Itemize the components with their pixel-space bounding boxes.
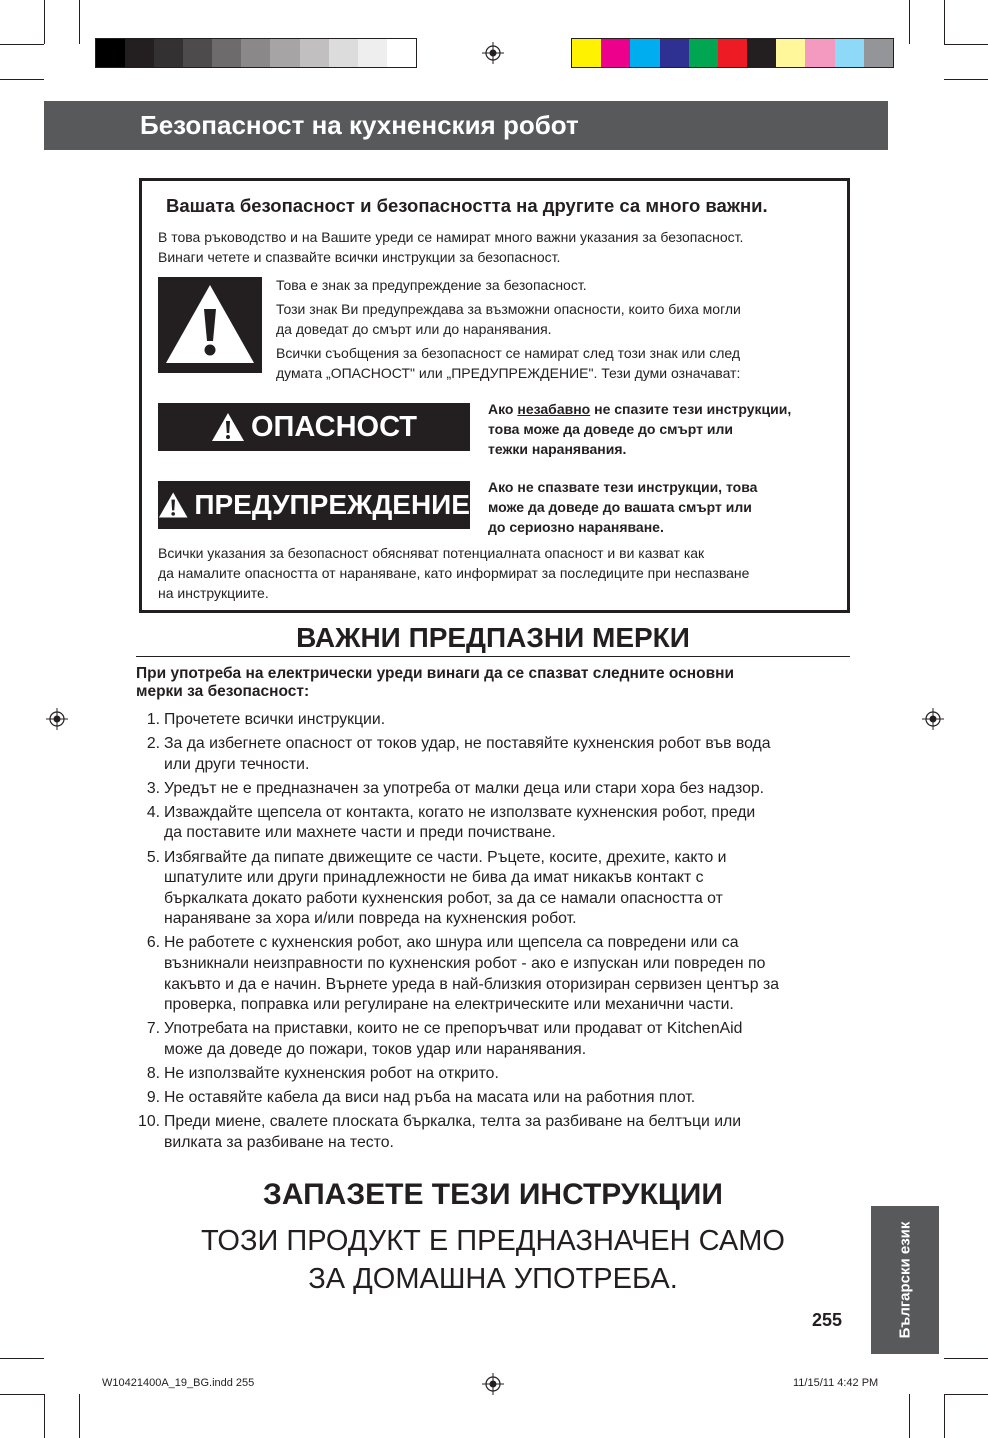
precaution-text-line: Преди миене, свалете плоската бъркалка, телта за разбиване на белтъци или [164, 1113, 742, 1131]
danger-description [488, 399, 848, 459]
crop-mark [944, 1394, 945, 1438]
crop-mark [44, 0, 45, 44]
calibration-swatch [96, 39, 125, 67]
precaution-text-line: Прочетете всички инструкции. [164, 711, 386, 728]
section-header [44, 101, 888, 150]
warning-banner [158, 481, 470, 529]
warning-triangle-icon [158, 490, 188, 520]
section-title: Безопасност на кухненския робот [140, 110, 579, 140]
warning-triangle-icon [158, 277, 262, 373]
precaution-number: 3. [146, 779, 160, 797]
calibration-swatch [601, 39, 630, 67]
precaution-number: 6. [146, 934, 160, 952]
crop-mark [944, 1394, 988, 1395]
safety-explanation [158, 543, 838, 603]
crop-mark [944, 44, 988, 45]
intro-line: Винаги четете и спазвайте всички инструкции за безопасност. [158, 249, 561, 265]
precaution-text-line: да поставите или махнете части и преди почистване. [164, 824, 556, 842]
precaution-text-line: проверка, поправка или регулиране на електрическите или механични части. [164, 996, 734, 1014]
calibration-swatch [300, 39, 329, 67]
precaution-number: 2. [146, 735, 160, 753]
precaution-number: 4. [146, 803, 160, 821]
print-slug-file: W10421400A_19_BG.indd 255 [102, 1377, 255, 1389]
precautions-intro [136, 665, 846, 701]
calibration-swatch [630, 39, 659, 67]
print-slug-date: 11/15/11 4:42 PM [793, 1377, 879, 1389]
precaution-item [136, 710, 852, 731]
precaution-text-line: или други течности. [164, 755, 310, 773]
precaution-number: 5. [146, 848, 160, 866]
symbol-line: Всички съобщения за безопасност се намират след този знак или след [276, 345, 741, 361]
crop-mark [0, 1394, 44, 1395]
household-use-line: ЗА ДОМАШНА УПОТРЕБА. [308, 1263, 678, 1295]
precautions-list [136, 710, 852, 1157]
precaution-text-line: Не оставяйте кабела да виси над ръба на масата или на работния плот. [164, 1089, 696, 1107]
calibration-swatch [718, 39, 747, 67]
precaution-number: 1. [146, 711, 160, 728]
precaution-text-line: Не работете с кухненския робот, ако шнура или щепсела са повредени или са [164, 934, 739, 952]
precaution-number: 10. [138, 1113, 160, 1131]
danger-desc-underlined: незабавно [517, 401, 591, 417]
precaution-text-line: Употребата на приставки, които не се препоръчват или продават от KitchenAid [164, 1020, 743, 1038]
precaution-text-line: бъркалката докато работи кухненския робот, за да се намали опасността от [164, 889, 723, 907]
crop-mark [944, 1358, 988, 1359]
precaution-number: 9. [146, 1089, 160, 1107]
warning-desc-line: Ако не спазвате тези инструкции, това [488, 479, 758, 495]
calibration-swatch [776, 39, 805, 67]
registration-mark-icon [922, 708, 944, 730]
language-tab [871, 1206, 939, 1354]
grayscale-calibration-bar [95, 38, 417, 68]
divider [136, 656, 850, 657]
precaution-text-line: Не използвайте кухненския робот на открито. [164, 1065, 499, 1082]
calibration-swatch [358, 39, 387, 67]
precaution-item [136, 1112, 852, 1153]
explain-line: Всички указания за безопасност обясняват потенциалната опасност и ви казват как [158, 545, 705, 561]
registration-mark-icon [46, 708, 68, 730]
precaution-text-line: възникнали неизправности по кухненския робот - ако е изпускан или повреден по [164, 955, 766, 973]
calibration-swatch [660, 39, 689, 67]
crop-mark [0, 79, 44, 80]
color-calibration-bar [571, 38, 894, 68]
calibration-swatch [154, 39, 183, 67]
crop-mark [944, 79, 988, 80]
precaution-text-line: Изваждайте щепсела от контакта, когато не използвате кухненския робот, преди [164, 803, 756, 821]
symbol-line: думата „ОПАСНОСТ" или „ПРЕДУПРЕЖДЕНИЕ". Тези думи означават: [276, 365, 741, 381]
precaution-text-line: вилката за разбиване на тесто. [164, 1133, 394, 1151]
precaution-text-line: шпатулите или други принадлежности не бива да имат никакъв контакт с [164, 869, 704, 887]
household-use-line: ТОЗИ ПРОДУКТ Е ПРЕДНАЗНАЧЕН САМО [200, 1225, 785, 1257]
precaution-text-line: Избягвайте да пипате движещите се части. Ръцете, косите, дрехите, както и [164, 848, 727, 866]
precaution-number: 7. [146, 1020, 160, 1038]
crop-mark [44, 1394, 45, 1438]
safety-heading: Вашата безопасност и безопасността на другите са много важни. [166, 195, 768, 216]
precaution-text-line: какъвто и да е начин. Върнете уреда в най-близкия оторизиран сервизен център за [164, 975, 780, 993]
symbol-line: Този знак Ви предупреждава за възможни опасности, които биха могли [276, 301, 741, 317]
registration-mark-icon [482, 42, 504, 64]
intro-line: В това ръководство и на Вашите уреди се намират много важни указания за безопасност. [158, 229, 744, 245]
symbol-line: Това е знак за предупреждение за безопасност. [276, 277, 587, 293]
danger-desc-line: това може да доведе до смърт или [488, 421, 733, 437]
explain-line: да намалите опасността от нараняване, като информират за последиците при неспазване [158, 565, 750, 581]
calibration-swatch [125, 39, 154, 67]
danger-desc-rest: не спазите тези инструкции, [590, 401, 792, 417]
household-use-notice [136, 1222, 850, 1298]
calibration-swatch [572, 39, 601, 67]
warning-label: ПРЕДУПРЕЖДЕНИЕ [194, 489, 470, 520]
warning-description [488, 477, 848, 537]
crop-mark [0, 44, 44, 45]
precaution-item [136, 1064, 852, 1085]
safety-intro [158, 227, 838, 267]
calibration-swatch [270, 39, 299, 67]
crop-mark [0, 1358, 44, 1359]
danger-banner [158, 403, 470, 451]
safety-info-box [139, 178, 850, 613]
precaution-item [136, 1019, 852, 1060]
explain-line: на инструкциите. [158, 585, 269, 601]
danger-label: ОПАСНОСТ [251, 410, 417, 443]
precaution-text-line: нараняване за хора и/или повреда на кухненския робот. [164, 910, 577, 928]
danger-desc-prefix: Ако [488, 401, 518, 417]
safety-alert-symbol [158, 277, 262, 373]
page-number: 255 [812, 1310, 843, 1330]
calibration-swatch [689, 39, 718, 67]
precaution-number: 8. [146, 1065, 160, 1082]
language-tab-label: Български език [896, 1221, 914, 1339]
crop-mark [909, 1394, 910, 1438]
precaution-item [136, 779, 852, 800]
precaution-item [136, 1088, 852, 1109]
warning-triangle-icon [211, 412, 245, 442]
precaution-item [136, 734, 852, 775]
calibration-swatch [864, 39, 893, 67]
save-instructions-heading: ЗАПАЗЕТЕ ТЕЗИ ИНСТРУКЦИИ [263, 1178, 723, 1211]
crop-mark [944, 0, 945, 44]
danger-desc-line: тежки наранявания. [488, 441, 627, 457]
calibration-swatch [241, 39, 270, 67]
calibration-swatch [747, 39, 776, 67]
warning-desc-line: до сериозно нараняване. [488, 519, 664, 535]
precaution-item [136, 848, 852, 930]
precaution-text-line: Уредът не е предназначен за употреба от малки деца или стари хора без надзор. [164, 779, 765, 797]
warning-desc-line: може да доведе до вашата смърт или [488, 499, 752, 515]
precaution-text-line: може да доведе до пожари, токов удар или наранявания. [164, 1040, 587, 1058]
calibration-swatch [183, 39, 212, 67]
precaution-text-line: За да избегнете опасност от токов удар, не поставяйте кухненския робот във вода [164, 735, 771, 753]
crop-mark [79, 0, 80, 44]
precaution-item [136, 933, 852, 1015]
precautions-intro-line: При употреба на електрически уреди винаги да се спазват следните основни [136, 665, 735, 682]
calibration-swatch [329, 39, 358, 67]
calibration-swatch [835, 39, 864, 67]
crop-mark [79, 1394, 80, 1438]
calibration-swatch [212, 39, 241, 67]
precautions-intro-line: мерки за безопасност: [136, 683, 310, 700]
crop-mark [909, 0, 910, 44]
precaution-item [136, 803, 852, 844]
symbol-line: да доведат до смърт или до наранявания. [276, 321, 552, 337]
registration-mark-icon [482, 1373, 504, 1395]
calibration-swatch [805, 39, 834, 67]
precautions-title: ВАЖНИ ПРЕДПАЗНИ МЕРКИ [296, 622, 690, 653]
calibration-swatch [387, 39, 416, 67]
